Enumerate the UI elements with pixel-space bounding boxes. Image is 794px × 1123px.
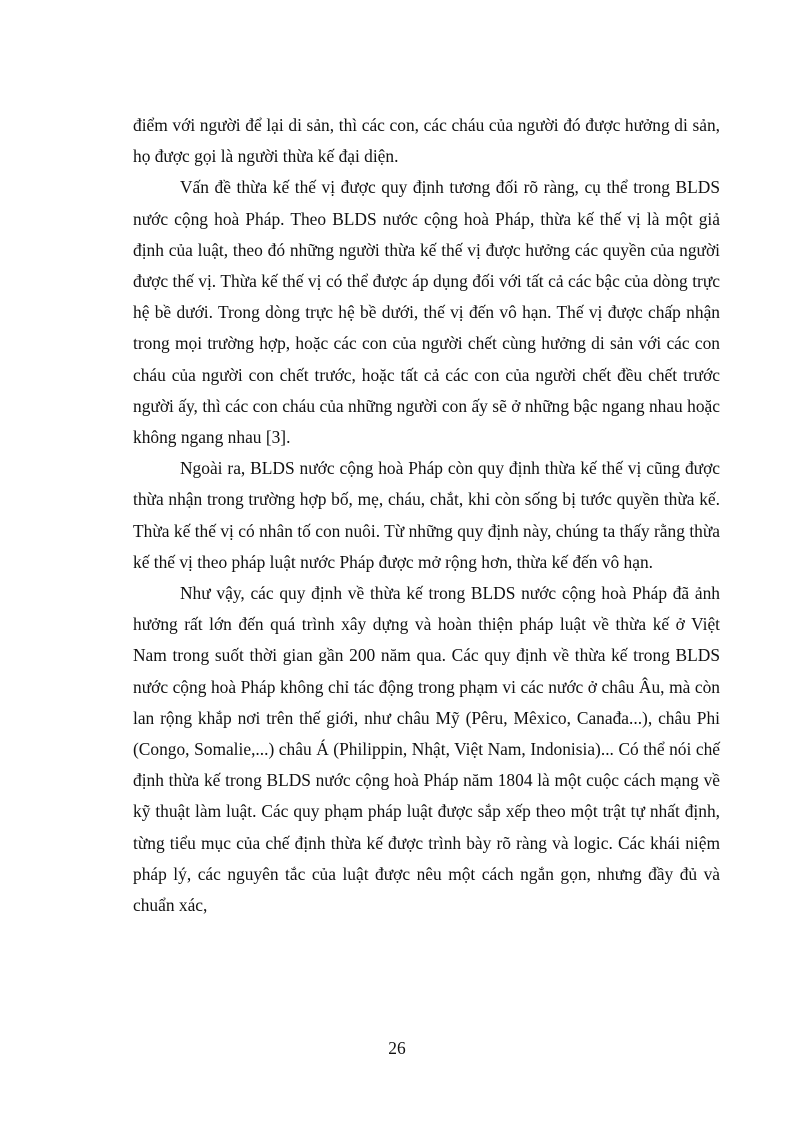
page-body [133, 110, 720, 921]
paragraph-influence: Như vậy, các quy định về thừa kế trong BLDS nước cộng hoà Pháp đã ảnh hưởng rất lớn đến quá trình xây dựng và hoàn thiện pháp luật về thừa kế ở Việt Nam trong suốt thời gian gần 200 năm qua. Các quy định về thừa kế trong BLDS nước cộng hoà Pháp không chỉ tác động trong phạm vi các nước ở châu Âu, mà còn lan rộng khắp nơi trên thế giới, như châu Mỹ (Pêru, Mêxico, Canađa...), châu Phi (Congo, Somalie,...) châu Á (Philippin, Nhật, Việt Nam, Indonisia)... Có thể nói chế định thừa kế trong BLDS nước cộng hoà Pháp năm 1804 là một cuộc cách mạng về kỹ thuật làm luật. Các quy phạm pháp luật được sắp xếp theo một trật tự nhất định, từng tiểu mục của chế định thừa kế được trình bày rõ ràng và logic. Các khái niệm pháp lý, các nguyên tắc của luật được nêu một cách ngắn gọn, nhưng đầy đủ và chuẩn xác, [133, 583, 720, 916]
paragraph-continuation: điểm với người để lại di sản, thì các con, các cháu của người đó được hưởng di sản, họ được gọi là người thừa kế đại diện. [133, 115, 720, 167]
page-number: 26 [388, 1038, 406, 1058]
paragraph-additional-provisions: Ngoài ra, BLDS nước cộng hoà Pháp còn quy định thừa kế thế vị cũng được thừa nhận trong trường hợp bố, mẹ, cháu, chắt, khi còn sống bị tước quyền thừa kế. Thừa kế thế vị có nhân tố con nuôi. Từ những quy định này, chúng ta thấy rằng thừa kế thế vị theo pháp luật nước Pháp được mở rộng hơn, thừa kế đến vô hạn. [133, 458, 720, 572]
paragraph-french-civil-code: Vấn đề thừa kế thế vị được quy định tương đối rõ ràng, cụ thể trong BLDS nước cộng hoà Pháp. Theo BLDS nước cộng hoà Pháp, thừa kế thế vị là một giả định của luật, theo đó những người thừa kế thế vị được hưởng các quyền của người được thế vị. Thừa kế thế vị có thể được áp dụng đối với tất cả các bậc của dòng trực hệ bề dưới. Trong dòng trực hệ bề dưới, thế vị đến vô hạn. Thế vị được chấp nhận trong mọi trường hợp, hoặc các con của người chết cùng hưởng di sản với các con cháu của người con chết trước, hoặc tất cả các con của người chết đều chết trước người ấy, thì các con cháu của những người con ấy sẽ ở những bậc ngang nhau hoặc không ngang nhau [3]. [133, 177, 720, 448]
